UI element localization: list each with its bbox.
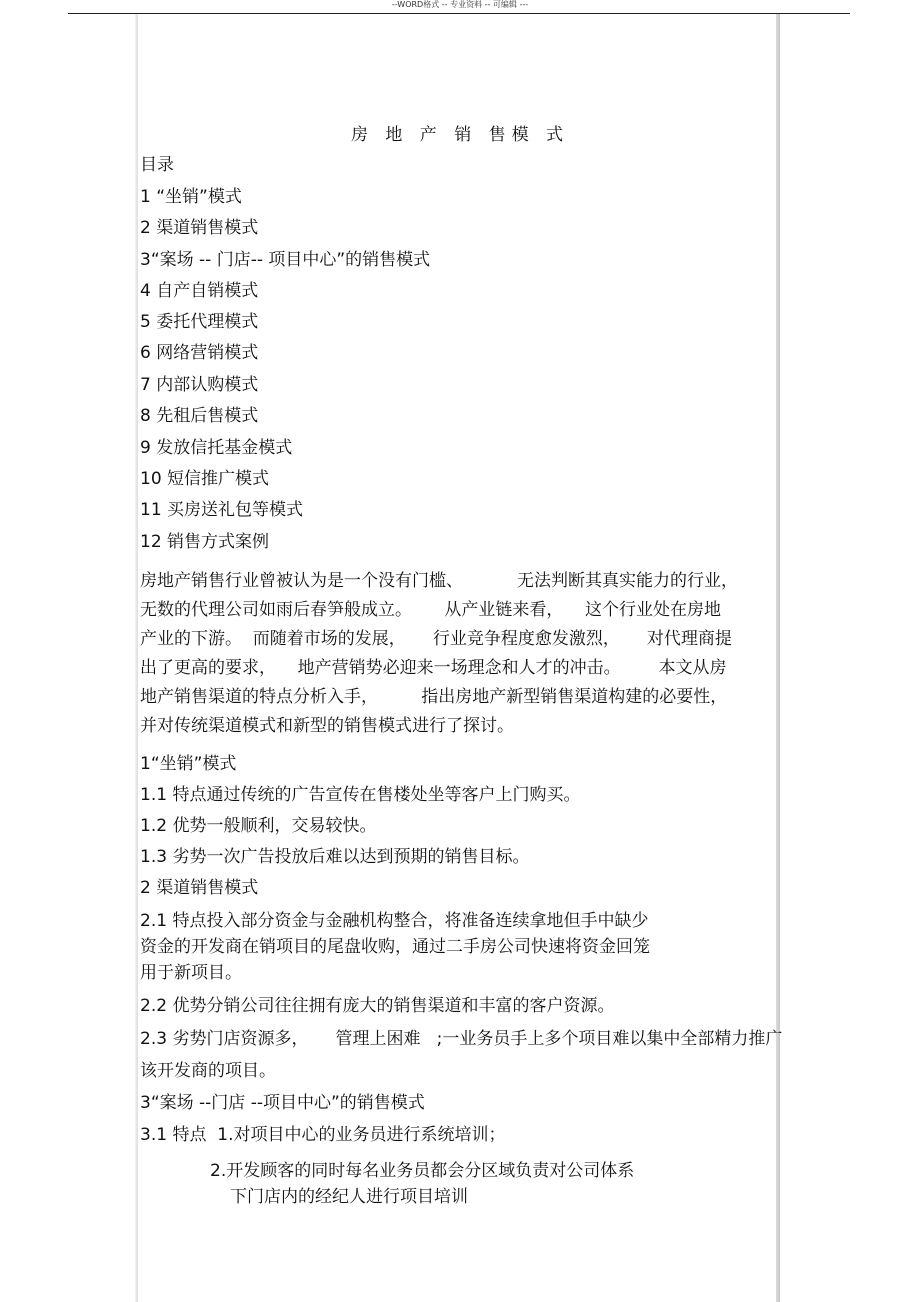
toc-item: 8 先租后售模式 bbox=[140, 406, 259, 426]
toc-item: 5 委托代理模式 bbox=[140, 312, 259, 332]
section-item-continued: 用于新项目。 bbox=[140, 963, 242, 983]
section-subitem: 2.开发顾客的同时每名业务员都会分区域负责对公司体系 bbox=[210, 1161, 635, 1181]
toc-item: 1 “坐销”模式 bbox=[140, 187, 242, 207]
page-header: --WORD格式 -- 专业资料 -- 可编辑 --- bbox=[391, 0, 529, 9]
toc-item: 2 渠道销售模式 bbox=[140, 218, 259, 238]
toc-item: 7 内部认购模式 bbox=[140, 375, 259, 395]
section-subitem-continued: 下门店内的经纪人进行项目培训 bbox=[230, 1187, 468, 1207]
section-item-continued: 该开发商的项目。 bbox=[140, 1061, 276, 1081]
section-item: 2.1 特点投入部分资金与金融机构整合，将准备连续拿地但手中缺少 bbox=[140, 911, 649, 931]
toc-heading: 目录 bbox=[140, 155, 174, 175]
toc-item: 9 发放信托基金模式 bbox=[140, 438, 293, 458]
toc-item: 10 短信推广模式 bbox=[140, 469, 270, 489]
header-rule bbox=[68, 13, 850, 14]
toc-item: 4 自产自销模式 bbox=[140, 281, 259, 301]
section-heading: 2 渠道销售模式 bbox=[140, 878, 259, 898]
section-item: 2.2 优势分销公司往往拥有庞大的销售渠道和丰富的客户资源。 bbox=[140, 996, 615, 1016]
section-heading: 1“坐销”模式 bbox=[140, 754, 237, 774]
intro-line: 并对传统渠道模式和新型的销售模式进行了探讨。 bbox=[140, 716, 514, 736]
intro-line: 无数的代理公司如雨后春笋般成立。 从产业链来看， 这个行业处在房地 bbox=[140, 600, 722, 620]
section-item: 1.2 优势一般顺利，交易较快。 bbox=[140, 816, 377, 836]
section-item: 2.3 劣势门店资源多， 管理上困难 ;一业务员手上多个项目难以集中全部精力推广 bbox=[140, 1029, 783, 1049]
toc-item: 12 销售方式案例 bbox=[140, 532, 270, 552]
section-heading: 3“案场 --门店 --项目中心”的销售模式 bbox=[140, 1093, 425, 1113]
intro-line: 房地产销售行业曾被认为是一个没有门槛、 无法判断其真实能力的行业， bbox=[140, 571, 739, 591]
intro-line: 产业的下游。 而随着市场的发展， 行业竞争程度愈发激烈， 对代理商提 bbox=[140, 629, 732, 649]
intro-line: 地产销售渠道的特点分析入手， 指出房地产新型销售渠道构建的必要性， bbox=[140, 687, 728, 707]
page-edge-right bbox=[776, 14, 780, 1302]
toc-item: 11 买房送礼包等模式 bbox=[140, 500, 304, 520]
section-item: 3.1 特点 1.对项目中心的业务员进行系统培训； bbox=[140, 1125, 506, 1145]
toc-item: 3“案场 -- 门店-- 项目中心”的销售模式 bbox=[140, 250, 431, 270]
document-title: 房 地 产 销 售模 式 bbox=[350, 125, 570, 145]
section-item: 1.3 劣势一次广告投放后难以达到预期的销售目标。 bbox=[140, 847, 530, 867]
toc-item: 6 网络营销模式 bbox=[140, 343, 259, 363]
section-item-continued: 资金的开发商在销项目的尾盘收购，通过二手房公司快速将资金回笼 bbox=[140, 937, 650, 957]
section-item: 1.1 特点通过传统的广告宣传在售楼处坐等客户上门购买。 bbox=[140, 785, 581, 805]
intro-line: 出了更高的要求， 地产营销势必迎来一场理念和人才的冲击。 本文从房 bbox=[140, 658, 727, 678]
page-edge-left bbox=[135, 14, 138, 1302]
